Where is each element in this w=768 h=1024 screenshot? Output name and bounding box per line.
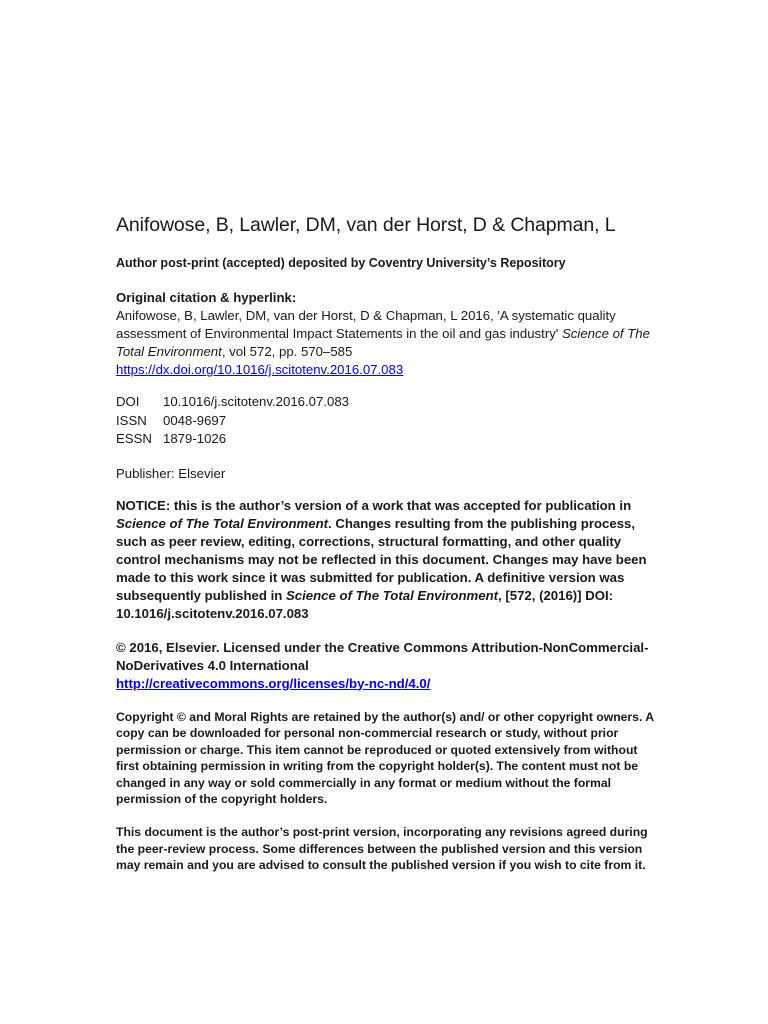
identifier-row	[116, 393, 656, 412]
identifier-key: DOI	[116, 394, 140, 409]
doi-hyperlink[interactable]: https://dx.doi.org/10.1016/j.scitotenv.2016.07.083	[116, 362, 404, 377]
identifier-key: ISSN	[116, 412, 147, 428]
citation-text-part: Anifowose, B, Lawler, DM, van der Horst, D & Chapman, L 2016, 'A systematic quality assessment of Environmental Impact Statements in the oil and gas industry'	[116, 308, 616, 341]
notice-journal: Science of The Total Environment	[116, 515, 329, 531]
notice-text: , [572, (2016)] DOI: 10.1016/j.scitotenv.2016.07.083	[116, 587, 614, 621]
citation-volume-pages: , vol 572, pp. 570–585	[221, 344, 353, 359]
publication-notice	[116, 497, 656, 623]
notice-journal: Science of The Total Environment	[286, 587, 499, 603]
identifier-row	[116, 430, 656, 449]
postprint-note: This document is the author’s post-print version, incorporating any revisions agreed during the peer-review process. Some differences between the published version and this version may remain and you are advised to consult the published version if you wish to cite from it.	[116, 825, 648, 873]
citation-block	[116, 289, 656, 379]
notice-text: . Changes resulting from the publishing process, such as peer review, editing, corrections, structural formatting, and other quality control mechanisms may not be reflected in this document. Changes may have been made to this work since it was submitted for publication. A definitive version was subsequently published in	[116, 515, 647, 603]
notice-text: NOTICE: this is the author’s version of a work that was accepted for publication in	[116, 497, 632, 513]
author-list: Anifowose, B, Lawler, DM, van der Horst, D & Chapman, L	[116, 214, 616, 236]
cover-sheet	[116, 212, 656, 874]
license-text: © 2016, Elsevier. Licensed under the Creative Commons Attribution-NonCommercial-NoDerivatives 4.0 International	[116, 639, 649, 673]
identifier-value: 0048-9697	[163, 412, 227, 428]
citation-journal: Science of The Total Environment	[116, 326, 650, 359]
license-hyperlink[interactable]: http://creativecommons.org/licenses/by-nc-nd/4.0/	[116, 675, 431, 691]
publisher-line: Publisher: Elsevier	[116, 465, 226, 481]
identifier-value: 10.1016/j.scitotenv.2016.07.083	[163, 394, 349, 409]
identifier-key: ESSN	[116, 431, 152, 446]
identifier-row	[116, 412, 656, 431]
deposit-statement: Author post-print (accepted) deposited by Coventry University’s Repository	[116, 256, 566, 270]
identifier-list	[116, 393, 656, 449]
copyright-statement: Copyright © and Moral Rights are retained by the author(s) and/ or other copyright owners. A copy can be downloaded for personal non-commercial research or study, without prior permission or charge. This item cannot be reproduced or quoted extensively from without first obtaining permission in writing from the copyright holder(s). The content must not be changed in any way or sold commercially in any format or medium without the formal permission of the copyright holders.	[116, 709, 654, 807]
citation-text	[116, 307, 656, 361]
citation-heading: Original citation & hyperlink:	[116, 290, 297, 305]
license-block	[116, 639, 656, 693]
identifier-value: 1879-1026	[163, 431, 227, 446]
